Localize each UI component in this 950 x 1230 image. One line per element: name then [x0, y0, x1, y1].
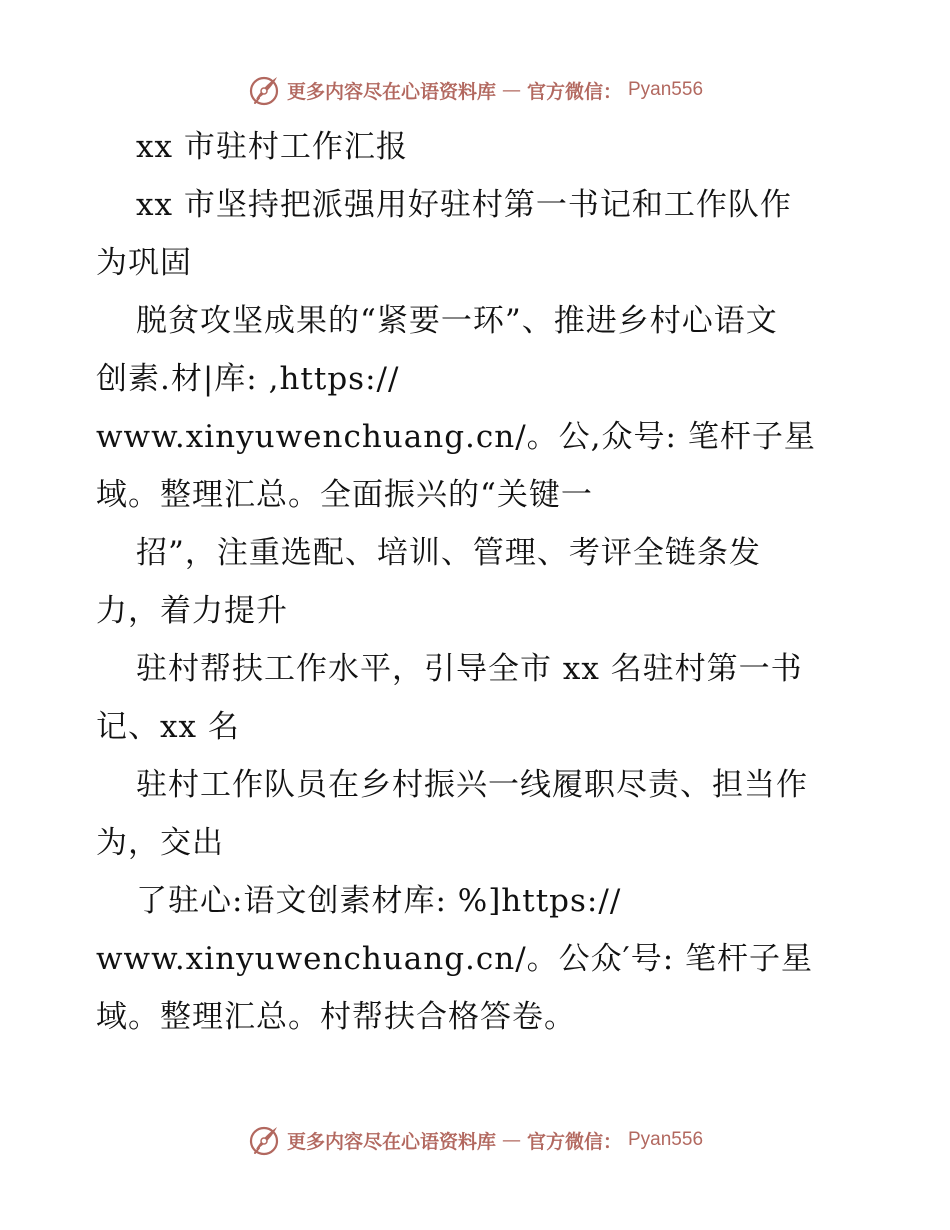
banner-main-text: 更多内容尽在心语资料库: [286, 1130, 496, 1153]
doc-line: 域。整理汇总。全面振兴的“关键一: [96, 477, 593, 513]
document-body: [96, 118, 876, 1046]
doc-line: 力，着力提升: [96, 593, 288, 629]
doc-line: 域。整理汇总。村帮扶合格答卷。: [96, 999, 576, 1035]
doc-line: 招”，注重选配、培训、管理、考评全链条发: [136, 535, 761, 571]
doc-line: 驻村帮扶工作水平，引导全市 xx 名驻村第一书: [136, 651, 803, 687]
banner-dash: —: [501, 1129, 521, 1151]
doc-line: 记、xx 名: [96, 709, 240, 745]
banner-wechat-id: Pyan556: [628, 1129, 704, 1150]
header-watermark: [0, 70, 950, 110]
banner-dash: —: [501, 79, 521, 101]
doc-line: 了驻心:语文创素材库: %]https://: [136, 883, 622, 919]
doc-line: 为巩固: [96, 245, 192, 281]
banner-sub-text: 官方微信：: [526, 1130, 622, 1153]
banner-wechat-id: Pyan556: [628, 79, 704, 100]
doc-line: xx 市坚持把派强用好驻村第一书记和工作队作: [136, 187, 792, 223]
footer-watermark: [0, 1120, 950, 1160]
banner-sub-text: 官方微信：: [526, 80, 622, 103]
doc-line: 驻村工作队员在乡村振兴一线履职尽责、担当作: [136, 767, 808, 803]
doc-line: 创素.材|库: ,https://: [96, 361, 400, 397]
feather-pen-seal-icon: [247, 1123, 281, 1157]
doc-line: xx 市驻村工作汇报: [136, 129, 408, 165]
doc-line: 脱贫攻坚成果的“紧要一环”、推进乡村心语文: [136, 303, 778, 339]
doc-line: www.xinyuwenchuang.cn/。公,众号: 笔杆子星: [96, 419, 816, 455]
doc-line: www.xinyuwenchuang.cn/。公众′号: 笔杆子星: [96, 941, 814, 977]
feather-pen-seal-icon: [247, 73, 281, 107]
banner-main-text: 更多内容尽在心语资料库: [286, 80, 496, 103]
doc-line: 为，交出: [96, 825, 224, 861]
